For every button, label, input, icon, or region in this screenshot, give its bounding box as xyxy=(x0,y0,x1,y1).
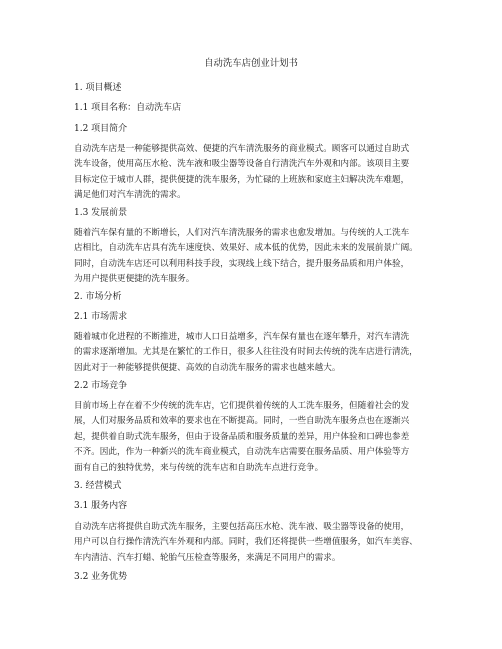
text-line: 车内清洁、汽车打蜡、轮胎气压检查等服务，来满足不同用户的需求。 xyxy=(74,552,341,563)
text-line: 自动洗车店将提供自助式洗车服务，主要包括高压水枪、洗车液、吸尘器等设备的使用， xyxy=(74,522,410,532)
heading-1-3: 1.3 发展前景 xyxy=(74,208,128,218)
text-line: 随着汽车保有量的不断增长，人们对汽车清洗服务的需求也愈发增加。与传统的人工洗车 xyxy=(74,228,410,238)
heading-3: 3. 经营模式 xyxy=(74,481,122,491)
text-line: 的需求逐渐增加。尤其是在繁忙的工作日，很多人往往没有时间去传统的洗车店进行清洗， xyxy=(74,347,418,358)
text-line: 满足他们对汽车清洗的需求。 xyxy=(74,190,186,201)
text-line: 洗车设备，使用高压水枪、洗车液和吸尘器等设备自行清洗汽车外观和内部。该项目主要 xyxy=(74,159,410,170)
heading-2: 2. 市场分析 xyxy=(74,292,122,302)
text-line: 不齐。因此，作为一种新兴的洗车商业模式，自动洗车店需要在服务品质、用户体验等方 xyxy=(74,447,410,458)
heading-1-2: 1.2 项目简介 xyxy=(74,124,128,134)
text-line: 目前市场上存在着不少传统的洗车店，它们提供着传统的人工洗车服务，但随着社会的发 xyxy=(74,401,410,411)
text-line: 用户可以自行操作清洗汽车外观和内部。同时，我们还将提供一些增值服务，如汽车美容、 xyxy=(74,537,418,548)
heading-1: 1. 项目概述 xyxy=(74,83,122,93)
heading-1-1: 1.1 项目名称：自动洗车店 xyxy=(74,103,182,113)
paragraph-2-1 xyxy=(74,330,434,376)
text-line: 随着城市化进程的不断推进，城市人口日益增多，汽车保有量也在逐年攀升，对汽车清洗 xyxy=(74,332,410,342)
heading-3-1: 3.1 服务内容 xyxy=(74,501,128,511)
text-line: 自动洗车店是一种能够提供高效、便捷的汽车清洗服务的商业模式。顾客可以通过自助式 xyxy=(74,144,410,154)
text-line: 展，人们对服务品质和效率的要求也在不断提高。同时，一些自助洗车服务点也在逐渐兴 xyxy=(74,416,410,427)
text-line: 为用户提供更便捷的洗车服务。 xyxy=(74,274,195,285)
paragraph-2-2 xyxy=(74,399,434,476)
paragraph-3-1 xyxy=(74,520,434,566)
text-line: 起，提供着自助式洗车服务，但由于设备品质和服务质量的差异，用户体验和口碑也参差 xyxy=(74,431,410,442)
heading-2-1: 2.1 市场需求 xyxy=(74,312,128,322)
heading-2-2: 2.2 市场竞争 xyxy=(74,381,128,391)
document-title: 自动洗车店创业计划书 xyxy=(204,58,298,69)
heading-3-2: 3.2 业务优势 xyxy=(74,572,128,582)
text-line: 店相比，自动洗车店具有洗车速度快、效果好、成本低的优势，因此未来的发展前景广阔。 xyxy=(74,243,418,254)
text-line: 面有自己的独特优势，来与传统的洗车店和自助洗车点进行竞争。 xyxy=(74,462,324,473)
text-line: 同时，自动洗车店还可以利用科技手段，实现线上线下结合，提升服务品质和用户体验， xyxy=(74,258,410,269)
paragraph-1-2 xyxy=(74,142,434,204)
text-line: 因此对于一种能够提供便捷、高效的自动洗车服务的需求也越来越大。 xyxy=(74,362,341,373)
text-line: 目标定位于城市人群，提供便捷的洗车服务，为忙碌的上班族和家庭主妇解决洗车难题， xyxy=(74,174,410,185)
paragraph-1-3 xyxy=(74,226,434,288)
